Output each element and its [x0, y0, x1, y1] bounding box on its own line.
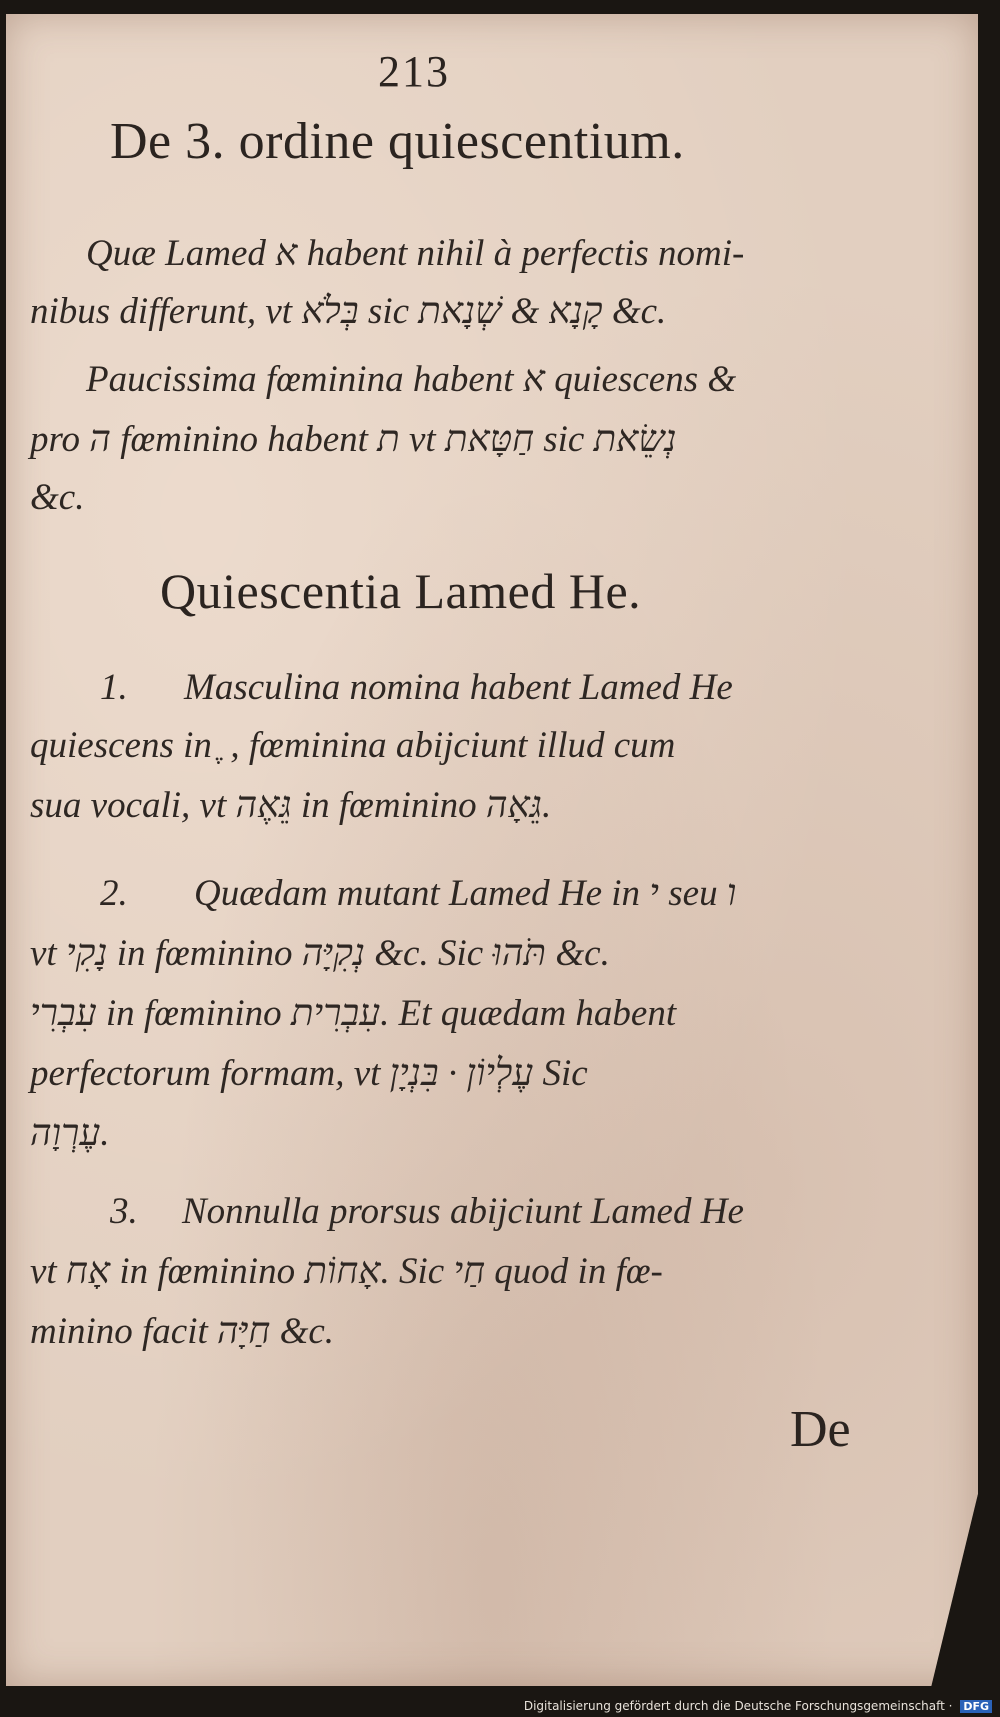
item-2-line-2: vt נָקִי in fœminino נְקִיָּה &c. Sic תֹּהוּ &c.: [30, 933, 610, 974]
credit-text: Digitalisierung gefördert durch die Deutsche Forschungsgemeinschaft ·: [523, 1699, 953, 1713]
item-1-line-3: sua vocali, vt גֵּאֶה in fœminino גֵּאָה.: [30, 785, 552, 826]
item-2-line-1: Quædam mutant Lamed He in י seu ו: [194, 873, 737, 914]
paragraph-1-line-2: nibus differunt, vt בְּלֹא sic קָנָא & שְׁנָאת &c.: [30, 291, 667, 332]
paragraph-1-line-1: Quæ Lamed א habent nihil à perfectis nomi-: [86, 233, 745, 274]
item-1-number: 1.: [100, 667, 128, 708]
item-1-line-2: quiescens in ֶ , fœminina abijciunt illud cum: [30, 725, 676, 766]
catchword: De: [790, 1401, 851, 1458]
item-3-line-1: Nonnulla prorsus abijciunt Lamed He: [182, 1191, 744, 1232]
item-2-line-3: עִבְרִי in fœminino עִבְרִית. Et quædam habent: [30, 993, 677, 1034]
digitization-credit: [524, 1699, 992, 1713]
item-1-line-1: Masculina nomina habent Lamed He: [184, 667, 733, 708]
item-2-line-5: עֶרְוָה.: [30, 1113, 110, 1154]
item-3-line-3: minino facit חַיָּה &c.: [30, 1311, 335, 1352]
item-2-number: 2.: [100, 873, 128, 914]
paragraph-2-line-3: &c.: [30, 477, 85, 518]
item-3-line-2: vt אָח in fœminino אָחוֹת. Sic חַי quod in fœ-: [30, 1251, 663, 1292]
dfg-logo: DFG: [960, 1700, 992, 1713]
paragraph-2-line-1: Paucissima fœminina habent א quiescens &: [86, 359, 737, 400]
item-3-number: 3.: [110, 1191, 138, 1232]
section-heading-lamed-he: Quiescentia Lamed He.: [160, 563, 642, 619]
section-heading-quiescentium: De 3. ordine quiescentium.: [110, 113, 685, 170]
page-number: 213: [378, 47, 450, 96]
paragraph-2-line-2: pro ה fœminino habent ת vt חַטָּאת sic נְשֵׂאת: [30, 419, 677, 460]
item-2-line-4: perfectorum formam, vt עֶלְיוֹן · בִּנְיָן Sic: [30, 1053, 588, 1094]
